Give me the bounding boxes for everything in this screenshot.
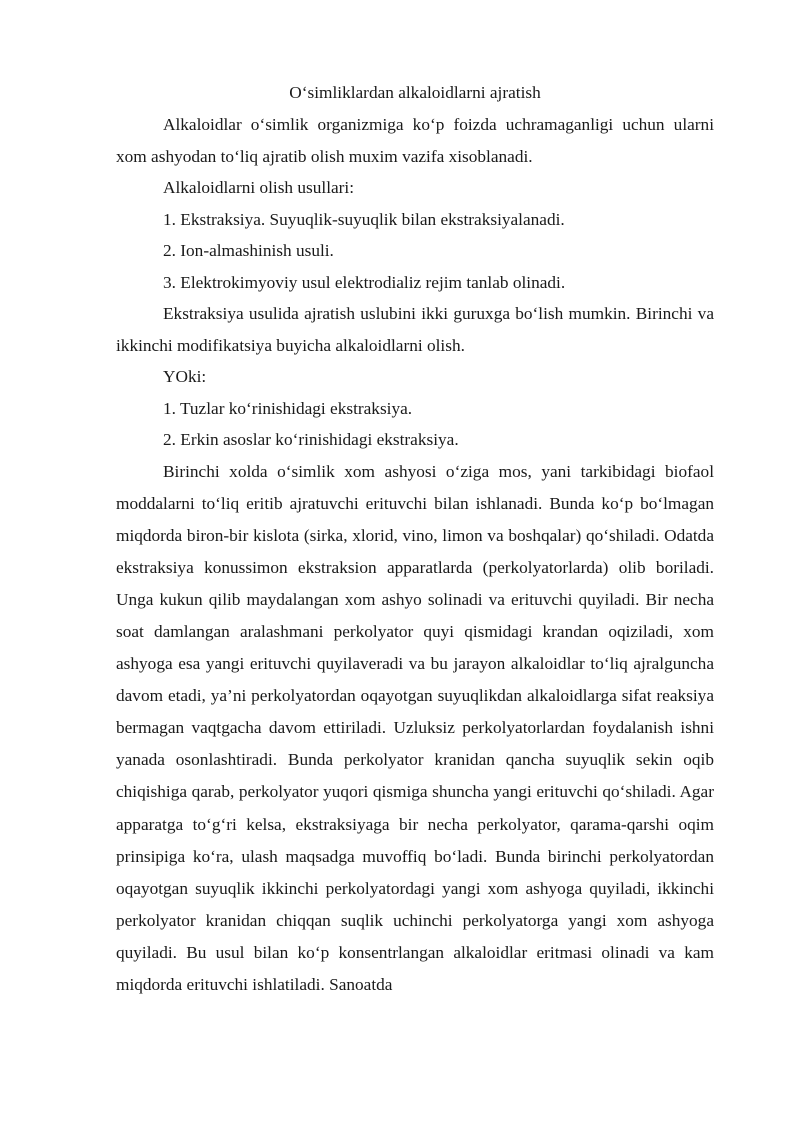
list-item-method-1: 1. Ekstraksiya. Suyuqlik-suyuqlik bilan ekstraksiyalanadi. <box>163 209 565 229</box>
list-item-method-3: 3. Elektrokimyoviy usul elektrodializ rejim tanlab olinadi. <box>163 272 566 292</box>
paragraph-or: YOki: <box>163 367 207 386</box>
paragraph-first-case: Birinchi xolda o‘simlik xom ashyosi o‘ziga mos, yani tarkibidagi biofaol moddalarni to‘liq eritib ajratuvchi erituvchi bilan ishlanadi. Bunda ko‘p bo‘lmagan miqdorda biron-bir kislota (sirka, xlorid, vino, limon va boshqalar) qo‘shiladi. Odatda ekstraksiya konussimon ekstraksion apparatlarda (perkolyatorlarda) olib boriladi. Unga kukun qilib maydalangan xom ashyo solinadi va erituvchi quyiladi. Bir necha soat damlangan aralashmani perkolyator quyi qismidagi krandan oqiziladi, xom ashyoga esa yangi erituvchi quyilaveradi va bu jarayon alkaloidlar to‘liq ajralguncha davom etadi, ya’ni perkolyatordan oqayotgan suyuqlikdan alkaloidlarga sifat reaksiya bermagan vaqtgacha davom ettiriladi. Uzluksiz perkolyatorlardan foydalanish ishni yanada osonlashtiradi. Bunda perkolyator kranidan qancha suyuqlik sekin oqib chiqishiga qarab, perkolyator yuqori qismiga shuncha yangi erituvchi qo‘shiladi. Agar apparatga to‘g‘ri kelsa, ekstraksiyaga bir necha perkolyator, qarama-qarshi oqim prinsipiga ko‘ra, ulash maqsadga muvoffiq bo‘ladi. Bunda birinchi perkolyatordan oqayotgan suyuqlik ikkinchi perkolyatordagi yangi xom ashyoga quyiladi, ikkinchi perkolyator kranidan chiqqan suqlik uchinchi perkolyatorga yangi xom ashyoga quyiladi. Bu usul bilan ko‘p konsentrlangan alkaloidlar eritmasi olinadi va kam miqdorda erituvchi ishlatiladi. Sanoatda <box>116 461 714 994</box>
list-item-salts: 1. Tuzlar ko‘rinishidagi ekstraksiya. <box>163 398 413 418</box>
paragraph-extraction-groups: Ekstraksiya usulida ajratish uslubini ikki guruxga bo‘lish mumkin. Birinchi va ikkinchi modifikatsiya buyicha alkaloidlarni olish. <box>116 304 714 355</box>
list-item-method-2: 2. Ion-almashinish usuli. <box>163 241 334 260</box>
list-item-free-bases: 2. Erkin asoslar ko‘rinishidagi ekstraksiya. <box>163 430 459 449</box>
document-page <box>116 76 714 1001</box>
paragraph-methods-heading: Alkaloidlarni olish usullari: <box>163 178 355 197</box>
paragraph-intro: Alkaloidlar o‘simlik organizmiga ko‘p foizda uchramaganligi uchun ularni xom ashyodan to‘liq ajratib olish muxim vazifa xisoblanadi. <box>116 115 714 166</box>
document-title: O‘simliklardan alkaloidlarni ajratish <box>289 83 541 102</box>
